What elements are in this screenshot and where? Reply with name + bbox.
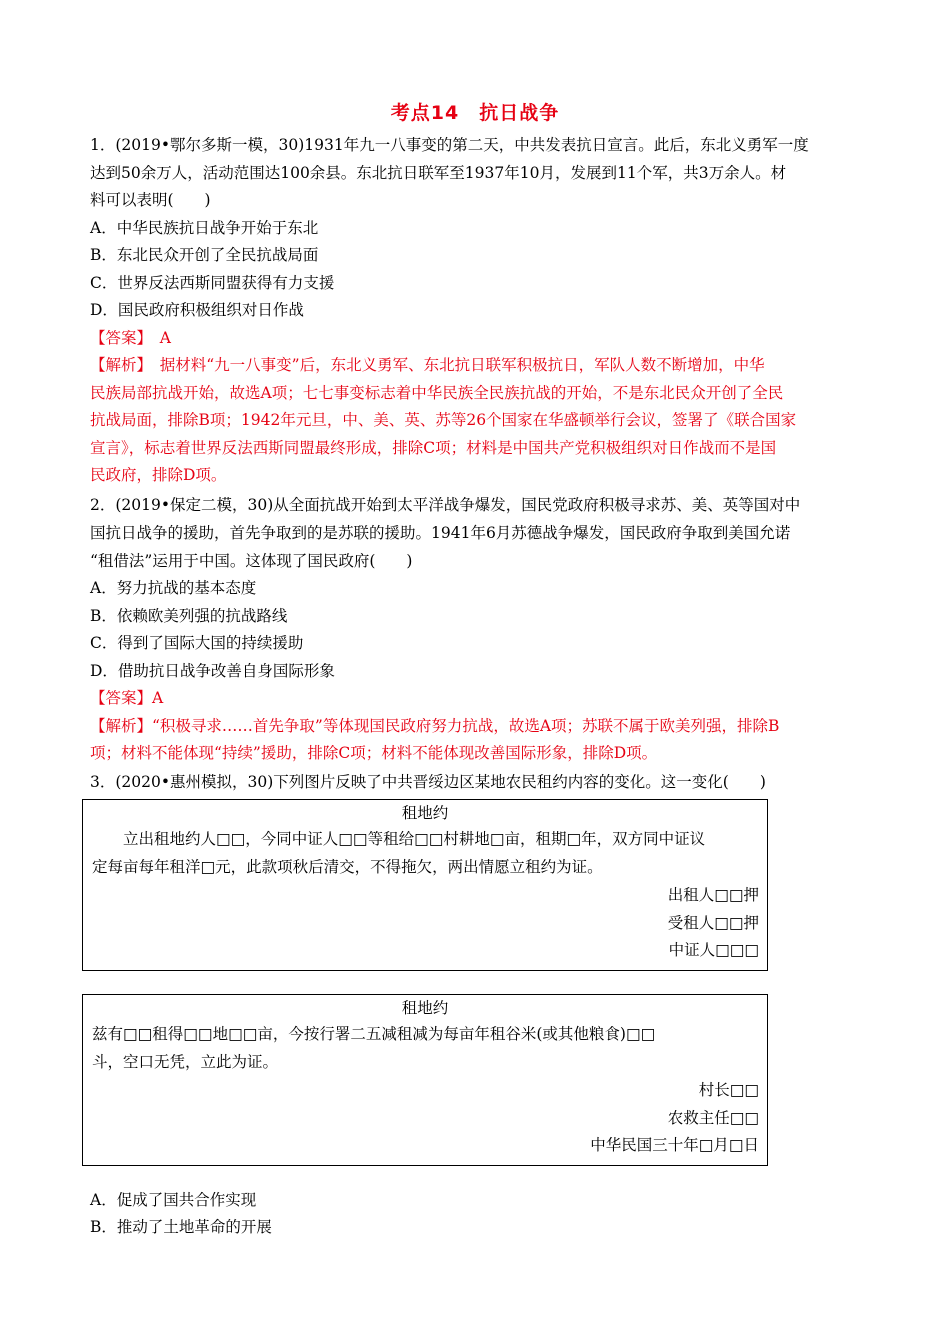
analysis-line: 【解析】 据材料“九一八事变”后，东北义勇军、东北抗日联军积极抗日，军队人数不断增加，中华 <box>90 356 765 374</box>
option-b: B．推动了土地革命的开展 <box>90 1218 272 1236</box>
question-stem-line: “租借法”运用于中国。这体现了国民政府( ) <box>90 552 413 570</box>
contract-body-line: 兹有□□租得□□地□□亩，今按行署二五减租减为每亩年租谷米(或其他粮食)□□ <box>92 1025 656 1043</box>
contract-signature: 村长□□ <box>698 1081 759 1099</box>
question-stem-line: 1．(2019•鄂尔多斯一模，30)1931年九一八事变的第二天，中共发表抗日宣言。此后，东北义勇军一度 <box>90 136 809 154</box>
contract-box-1 <box>82 799 768 971</box>
option-d: D．国民政府积极组织对日作战 <box>90 301 304 319</box>
contract-body-line: 立出租地约人□□，今同中证人□□等租给□□村耕地□亩，租期□年，双方同中证议 <box>123 830 706 848</box>
contract-body-line: 定每亩每年租洋□元，此款项秋后清交，不得拖欠，两出情愿立租约为证。 <box>92 858 603 876</box>
option-a: A．努力抗战的基本态度 <box>90 579 257 597</box>
contract-signature: 中华民国三十年□月□日 <box>590 1136 759 1154</box>
question-stem-line: 料可以表明( ) <box>90 191 211 209</box>
contract-title: 租地约 <box>401 804 449 822</box>
contract-body-line: 斗，空口无凭，立此为证。 <box>92 1053 279 1071</box>
analysis-line: 民政府，排除D项。 <box>90 466 227 484</box>
contract-box-2 <box>82 994 768 1166</box>
question-stem: 3．(2020•惠州模拟，30)下列图片反映了中共晋绥边区某地农民租约内容的变化。这一变化( ) <box>90 773 766 791</box>
analysis-line: 项；材料不能体现“持续”援助，排除C项；材料不能体现改善国际形象，排除D项。 <box>90 744 658 762</box>
option-c: C．世界反法西斯同盟获得有力支援 <box>90 274 335 292</box>
contract-signature: 出租人□□押 <box>667 886 759 904</box>
page-title: 考点14 抗日战争 <box>390 102 560 124</box>
analysis-line: 抗战局面，排除B项；1942年元旦，中、美、英、苏等26个国家在华盛顿举行会议，签署了《联合国家 <box>90 411 797 429</box>
contract-signature: 受租人□□押 <box>667 914 759 932</box>
option-d: D．借助抗日战争改善自身国际形象 <box>90 662 335 680</box>
answer: 【答案】 A <box>90 329 171 347</box>
question-stem-line: 达到50余万人，活动范围达100余县。东北抗日联军至1937年10月，发展到11个军，共3万余人。材 <box>90 164 787 182</box>
question-stem-line: 2．(2019•保定二模，30)从全面抗战开始到太平洋战争爆发，国民党政府积极寻求苏、美、英等国对中 <box>90 496 801 514</box>
option-b: B．东北民众开创了全民抗战局面 <box>90 246 319 264</box>
option-a: A．中华民族抗日战争开始于东北 <box>90 219 319 237</box>
option-c: C．得到了国际大国的持续援助 <box>90 634 304 652</box>
option-b: B．依赖欧美列强的抗战路线 <box>90 607 288 625</box>
contract-title: 租地约 <box>401 999 449 1017</box>
answer: 【答案】A <box>90 689 164 707</box>
analysis-line: 宣言》，标志着世界反法西斯同盟最终形成，排除C项；材料是中国共产党积极组织对日作战而不是国 <box>90 439 777 457</box>
contract-signature: 中证人□□□ <box>668 941 759 959</box>
analysis-line: 【解析】“积极寻求……首先争取”等体现国民政府努力抗战，故选A项；苏联不属于欧美列强，排除B <box>90 717 780 735</box>
option-a: A．促成了国共合作实现 <box>90 1191 257 1209</box>
question-stem-line: 国抗日战争的援助，首先争取到的是苏联的援助。1941年6月苏德战争爆发，国民政府争取到美国允诺 <box>90 524 791 542</box>
contract-signature: 农救主任□□ <box>667 1109 759 1127</box>
analysis-line: 民族局部抗战开始，故选A项；七七事变标志着中华民族全民族抗战的开始，不是东北民众开创了全民 <box>90 384 784 402</box>
